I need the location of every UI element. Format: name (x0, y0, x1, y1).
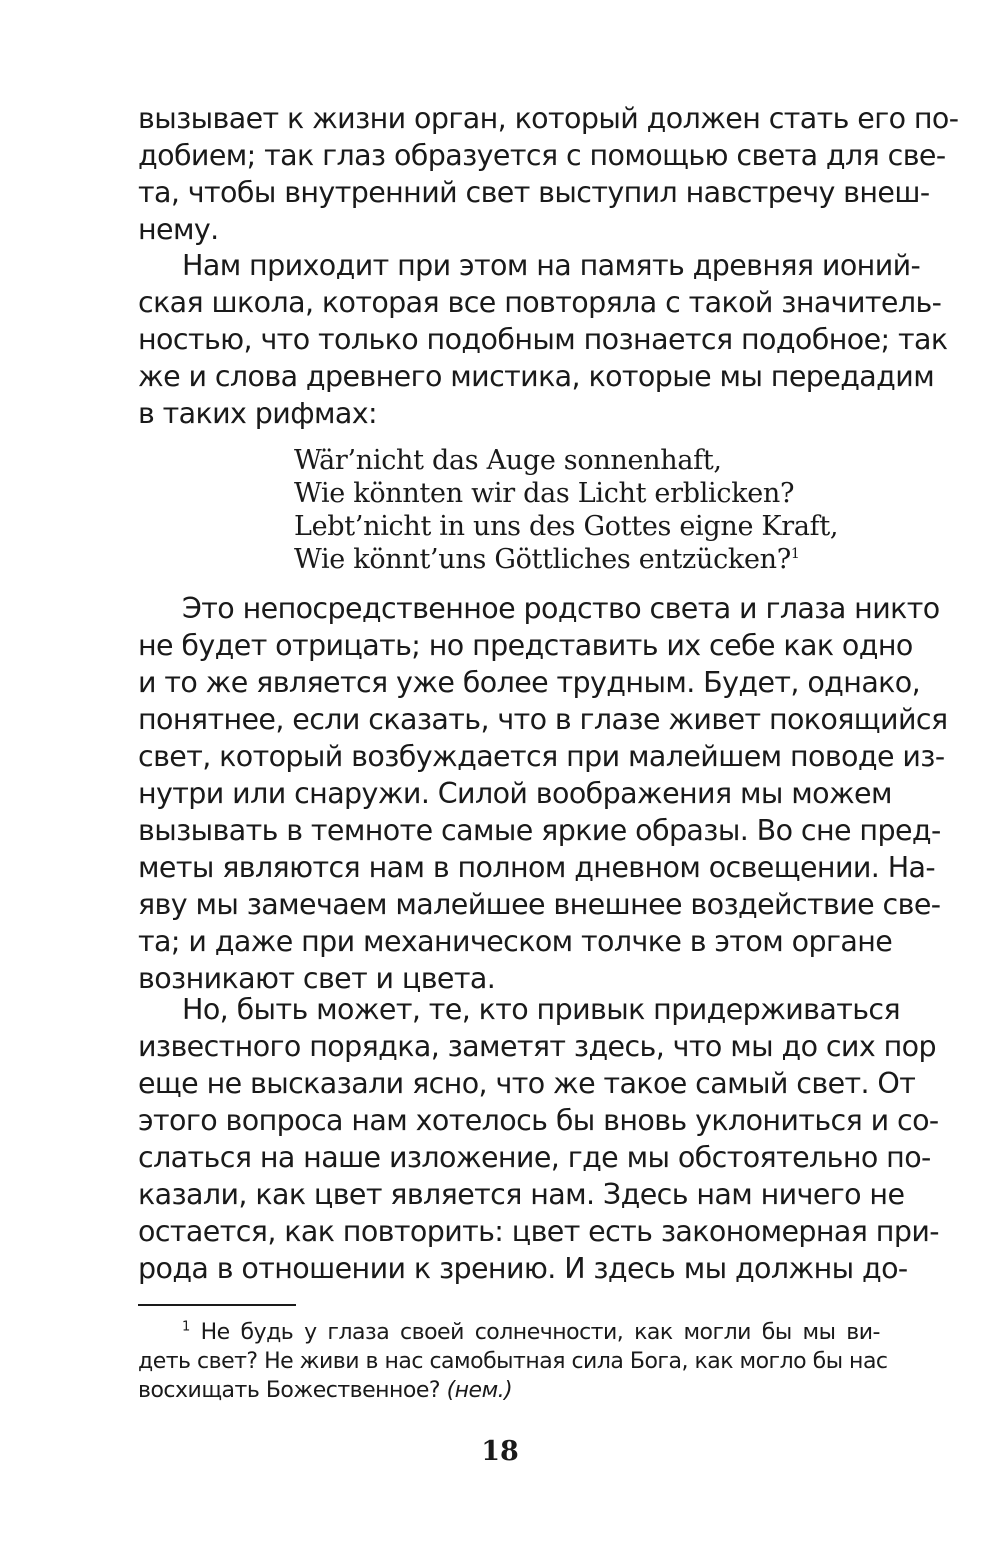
paragraph-light-and-eye (138, 590, 948, 997)
text-line: в таких рифмах: (138, 397, 377, 430)
text-line: этого вопроса нам хотелось бы вновь уклониться и со- (138, 1104, 939, 1137)
text-line: слаться на наше изложение, где мы обстоятельно по- (138, 1141, 931, 1174)
poem-line: Wär’nicht das Auge sonnenhaft, (294, 445, 722, 476)
text-line: казали, как цвет является нам. Здесь нам ничего не (138, 1178, 905, 1211)
footnote-line: деть свет? Не живи в нас самобытная сила Бога, как могло бы нас (138, 1349, 888, 1374)
text-line: и то же является уже более трудным. Будет, однако, (138, 666, 921, 699)
text-line: яву мы замечаем малейшее внешнее воздействие све- (138, 888, 941, 921)
footnote-line (138, 1318, 880, 1347)
poem-line-text: Wie könnt’uns Göttliches entzücken? (294, 544, 791, 575)
text-line: же и слова древнего мистика, которые мы передадим (138, 360, 935, 393)
text-line: известного порядка, заметят здесь, что мы до сих пор (138, 1030, 936, 1063)
text-line: возникают свет и цвета. (138, 962, 496, 995)
footnote (138, 1318, 888, 1405)
text-line: добием; так глаз образуется с помощью света для све- (138, 139, 946, 172)
text-line: вызывать в темноте самые яркие образы. Во сне пред- (138, 814, 941, 847)
text-line: вызывает к жизни орган, который должен стать его по- (138, 102, 959, 135)
german-poem (294, 444, 838, 576)
text-line: Нам приходит при этом на память древняя ионий- (182, 249, 921, 282)
poem-line: Lebt’nicht in uns des Gottes eigne Kraft, (294, 511, 839, 542)
footnote-divider (138, 1304, 296, 1306)
footnote-text: Не будь у глаза своей солнечности, как могли бы мы ви- (189, 1320, 880, 1345)
text-line: Это непосредственное родство света и глаза никто (182, 592, 940, 625)
page-number: 18 (481, 1436, 519, 1467)
text-line: меты являются нам в полном дневном освещении. На- (138, 851, 936, 884)
text-line: нутри или снаружи. Силой воображения мы можем (138, 777, 892, 810)
text-line: Но, быть может, те, кто привык придерживаться (182, 993, 901, 1026)
language-note: (нем.) (446, 1378, 513, 1403)
text-line: ностью, что только подобным познается подобное; так (138, 323, 948, 356)
text-line: ская школа, которая все повторяла с такой значитель- (138, 286, 942, 319)
text-line: нему. (138, 213, 219, 246)
poem-line-last (294, 543, 838, 576)
text-line: рода в отношении к зрению. И здесь мы должны до- (138, 1252, 908, 1285)
text-line: не будет отрицать; но представить их себе как одно (138, 629, 913, 662)
footnote-reference[interactable]: 1 (790, 546, 800, 562)
text-line: остается, как повторить: цвет есть закономерная при- (138, 1215, 939, 1248)
text-line: свет, который возбуждается при малейшем поводе из- (138, 740, 945, 773)
footnote-line (138, 1376, 880, 1405)
text-line: понятнее, если сказать, что в глазе живет покоящийся (138, 703, 948, 736)
text-line: та, чтобы внутренний свет выступил навстречу внеш- (138, 176, 930, 209)
text-line: еще не высказали ясно, что же такое самый свет. От (138, 1067, 916, 1100)
paragraph-continuation (138, 100, 959, 248)
footnote-text: восхищать Божественное? (138, 1378, 447, 1403)
paragraph-order (138, 991, 939, 1287)
text-line: та; и даже при механическом толчке в этом органе (138, 925, 893, 958)
poem-line: Wie könnten wir das Licht erblicken? (294, 478, 795, 509)
paragraph-ionian-school (138, 247, 948, 432)
footnote-mark: 1 (182, 1319, 190, 1335)
